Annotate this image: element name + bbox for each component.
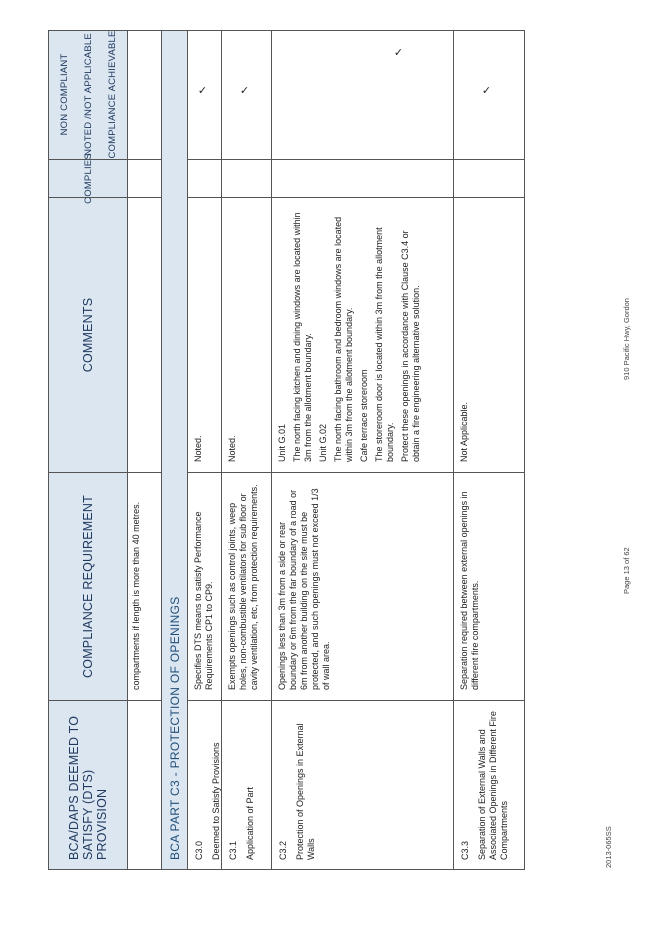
table-header	[48, 30, 128, 870]
clause-number: C3.0	[194, 840, 204, 860]
header-complies: COMPLIES	[48, 159, 128, 197]
part-heading: BCA PART C3 - PROTECTION OF OPENINGS	[168, 596, 182, 860]
site-address: 910 Pacific Hwy, Gordon	[622, 298, 631, 380]
compliance-table	[48, 30, 525, 870]
clause-title: Separation of External Walls and Associated Openings in Different Fire Compartments	[477, 711, 509, 860]
clause-title: Deemed to Satisfy Provisions	[211, 742, 221, 860]
table-row	[454, 30, 525, 870]
comment-text: The north facing bathroom and bedroom windows are located within 3m from the allotment boundary.	[333, 216, 354, 462]
header-comments: COMMENTS	[48, 197, 128, 472]
comment-text: The storeroom door is located within 3m from the allotment boundary.	[374, 227, 395, 462]
page-number: Page 13 of 62	[622, 547, 631, 594]
header-requirement: COMPLIANCE REQUIREMENT	[48, 472, 128, 700]
requirement-text: Exempts openings such as control joints, weep holes, non-combustible ventilators for sub floor or cavity ventilation, etc, from protection requirements.	[222, 472, 272, 700]
check-mark-icon: ✓	[393, 46, 404, 59]
comment-text: Not Applicable.	[459, 401, 469, 462]
continuation-requirement: compartments if length is more than 40 metres.	[128, 472, 162, 700]
clause-number: C3.3	[460, 840, 470, 860]
table-row	[222, 30, 272, 870]
table-row	[128, 30, 162, 870]
header-non-compliant: NON COMPLIANT	[58, 53, 70, 136]
check-mark-icon: ✓	[197, 84, 208, 97]
clause-title: Protection of Openings in External Walls	[295, 723, 316, 860]
comment-text: Noted.	[227, 435, 237, 462]
table-row	[188, 30, 222, 870]
comment-text: Unit G.01	[277, 423, 287, 462]
clause-title: Application of Part	[245, 786, 255, 860]
comment-text: The north facing kitchen and dining windows are located within 3m from the allotment boundary.	[292, 212, 313, 462]
requirement-text: Openings less than 3m from a side or rear boundary or 6m from the far boundary of a road or 6m from another building on the site must be protected, and such openings must not exceed 1/3 of wall area.	[272, 472, 454, 700]
header-achievable: COMPLIANCE ACHIEVABLE	[106, 30, 118, 159]
clause-number: C3.2	[278, 840, 288, 860]
table-row	[272, 30, 454, 870]
comment-text: Unit G.02	[318, 423, 328, 462]
comment-text: Protect these openings in accordance with Clause C3.4 or obtain a fire engineering alternative solution.	[400, 230, 421, 462]
comment-text: Noted.	[193, 435, 203, 462]
part-heading-row	[162, 30, 188, 870]
header-provision: BCA/DAPS DEEMED TO SATISFY (DTS) PROVISION	[48, 700, 128, 870]
requirement-text: Specifies DTS means to satisfy Performance Requirements CP1 to CP9.	[188, 472, 222, 700]
document-reference: 2013-065SS	[604, 826, 613, 868]
header-status-group	[48, 30, 128, 159]
requirement-text: Separation required between external openings in different fire compartments.	[454, 472, 525, 700]
check-mark-icon: ✓	[481, 84, 492, 97]
comment-text: Cafe terrace storeroom	[359, 369, 369, 462]
header-noted-na: NOTED /NOT APPLICABLE	[82, 33, 94, 156]
check-mark-icon: ✓	[239, 84, 250, 97]
clause-number: C3.1	[228, 840, 238, 860]
